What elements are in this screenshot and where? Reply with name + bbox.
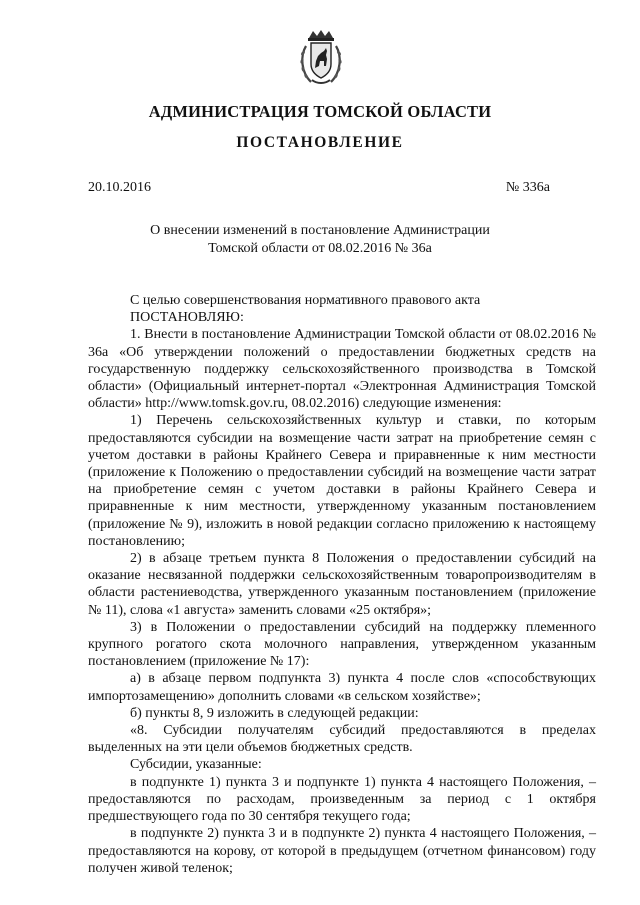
document-date: 20.10.2016 bbox=[88, 180, 151, 195]
document-subject bbox=[0, 222, 640, 258]
document-type: ПОСТАНОВЛЕНИЕ bbox=[236, 134, 404, 151]
subject-line-2: Томской области от 08.02.2016 № 36а bbox=[208, 241, 432, 256]
paragraph-4: 3) в Положении о предоставлении субсидий на поддержку племенного крупного рогатого скота молочного направления, утвержденном указанным постановлением (приложение № 17): bbox=[88, 619, 596, 670]
coat-of-arms-icon bbox=[297, 28, 345, 86]
paragraph-5: а) в абзаце первом подпункта 3) пункта 4 после слов «способствующих импортозамещению» дополнить словами «в сельском хозяйстве»; bbox=[88, 671, 596, 704]
paragraph-6: б) пункты 8, 9 изложить в следующей редакции: bbox=[130, 705, 419, 721]
decree-word: ПОСТАНОВЛЯЮ: bbox=[130, 310, 244, 326]
paragraph-2: 1) Перечень сельскохозяйственных культур и ставки, по которым предоставляются субсидии на возмещение части затрат на приобретение семян с учетом доставки в районы Крайнего Севера и приравненные к ним местности (приложение к Положению о предоставлении субсидий на возмещение части затрат на приобретение семян с учетом доставки в районы Крайнего Севера и приравненные к ним местности, утвержденному указанным постановлением (приложение № 9), изложить в новой редакции согласно приложению к настоящему постановлению; bbox=[88, 413, 596, 549]
paragraph-8: Субсидии, указанные: bbox=[130, 757, 262, 773]
preamble: С целью совершенствования нормативного правового акта bbox=[130, 293, 481, 308]
paragraph-7: «8. Субсидии получателям субсидий предоставляются в пределах выделенных на эти цели объемов бюджетных средств. bbox=[88, 723, 596, 756]
document-number: № 336а bbox=[505, 180, 550, 195]
paragraph-1: 1. Внести в постановление Администрации Томской области от 08.02.2016 № 36а «Об утверждении положений о предоставлении бюджетных средств на государственную поддержку сельскохозяйственного производства в Томской области» (Официальный интернет-портал «Электронная Администрация Томской области» http://www.tomsk.gov.ru, 08.02.2016) следующие изменения: bbox=[88, 327, 596, 412]
document-body bbox=[88, 292, 596, 877]
paragraph-10: в подпункте 2) пункта 3 и в подпункте 2) пункта 4 настоящего Положения, – предоставляются на корову, от которой в предыдущем (отчетном финансовом) году получен живой теленок; bbox=[88, 826, 596, 876]
organization-title: АДМИНИСТРАЦИЯ ТОМСКОЙ ОБЛАСТИ bbox=[148, 102, 492, 121]
paragraph-9: в подпункте 1) пункта 3 и подпункте 1) пункта 4 настоящего Положения, – предоставляются по расходам, произведенным за период с 1 октября предшествующего года по 30 сентября текущего года; bbox=[88, 774, 596, 825]
paragraph-3: 2) в абзаце третьем пункта 8 Положения о предоставлении субсидий на оказание несвязанной поддержки сельскохозяйственным товаропроизводителям в области растениеводства, утвержденного указанным постановлением (приложение № 11), слова «1 августа» заменить словами «25 октября»; bbox=[88, 551, 596, 618]
subject-line-1: О внесении изменений в постановление Администрации bbox=[150, 223, 490, 238]
